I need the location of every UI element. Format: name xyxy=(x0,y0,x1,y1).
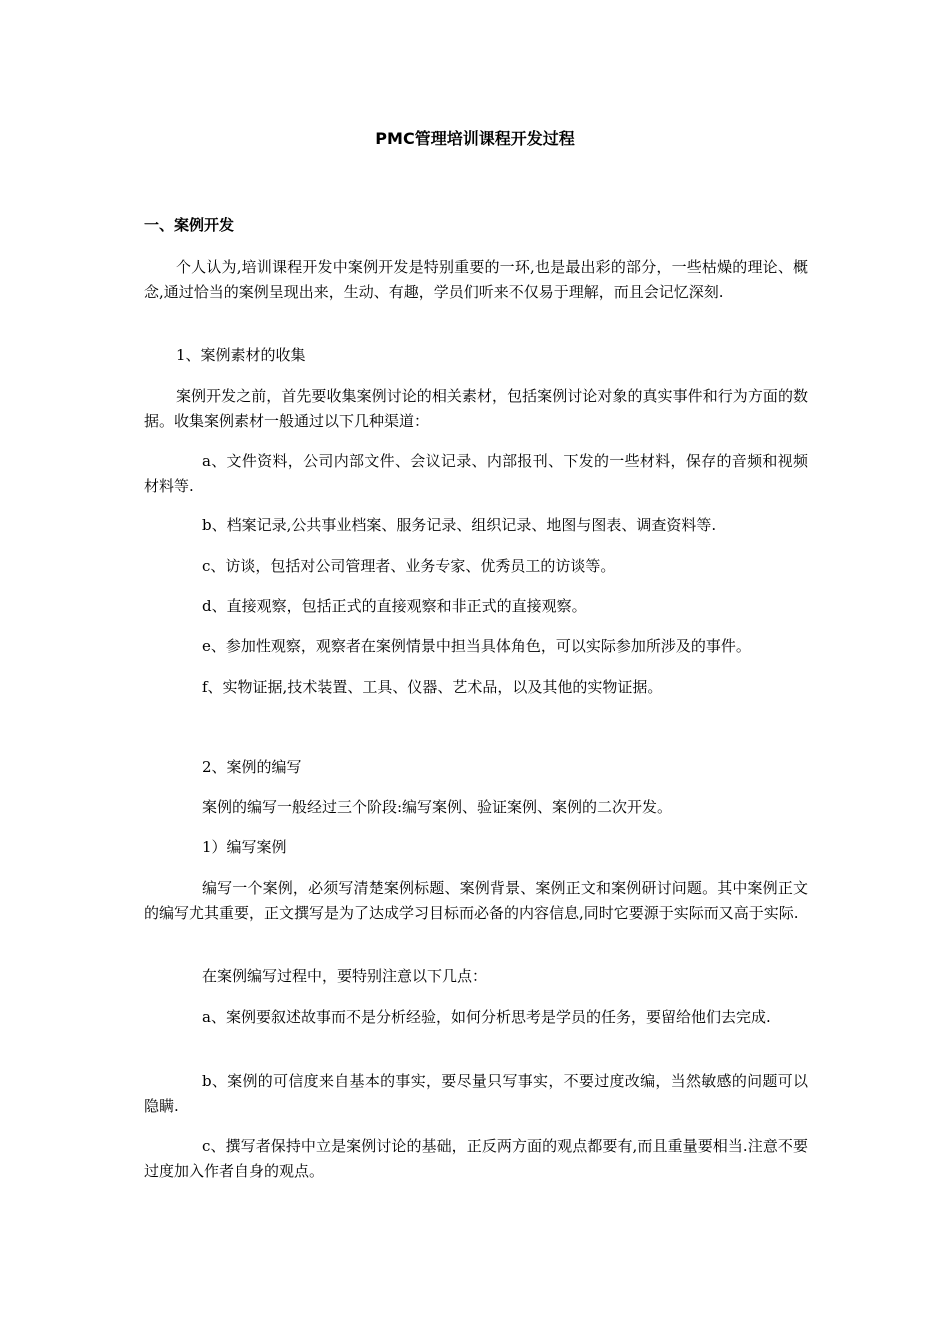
writing-note-neutrality: c、撰写者保持中立是案例讨论的基础，正反两方面的观点都要有,而且重量要相当.注意不要过度加入作者自身的观点。 xyxy=(144,1137,808,1180)
material-collection-intro: 案例开发之前，首先要收集案例讨论的相关素材，包括案例讨论对象的真实事件和行为方面的数据。收集案例素材一般通过以下几种渠道： xyxy=(144,387,808,430)
case-writing-intro: 案例的编写一般经过三个阶段:编写案例、验证案例、案例的二次开发。 xyxy=(202,798,673,816)
list-item-archives: b、档案记录,公共事业档案、服务记录、组织记录、地图与图表、调查资料等. xyxy=(202,516,717,534)
step-heading-write-case: 1）编写案例 xyxy=(202,838,287,856)
write-case-paragraph: 编写一个案例，必须写清楚案例标题、案例背景、案例正文和案例研讨问题。其中案例正文的编写尤其重要，正文撰写是为了达成学习目标而必备的内容信息,同时它要源于实际而又高于实际. xyxy=(144,879,808,922)
list-item-documents: a、文件资料，公司内部文件、会议记录、内部报刊、下发的一些材料，保存的音频和视频材料等. xyxy=(144,452,808,495)
writing-notes-intro: 在案例编写过程中，要特别注意以下几点： xyxy=(202,967,488,985)
document-title: PMC管理培训课程开发过程 xyxy=(375,129,575,148)
subsection-heading-case-writing: 2、案例的编写 xyxy=(202,758,302,776)
section-intro-paragraph: 个人认为,培训课程开发中案例开发是特别重要的一环,也是最出彩的部分，一些枯燥的理论、概念,通过恰当的案例呈现出来，生动、有趣，学员们听来不仅易于理解，而且会记忆深刻. xyxy=(144,258,808,301)
list-item-physical-evidence: f、实物证据,技术装置、工具、仪器、艺术品，以及其他的实物证据。 xyxy=(202,678,663,696)
section-heading-case-development: 一、案例开发 xyxy=(144,216,235,234)
writing-note-credibility: b、案例的可信度来自基本的事实，要尽量只写事实，不要过度改编，当然敏感的问题可以隐瞒. xyxy=(144,1072,808,1115)
list-item-direct-observation: d、直接观察，包括正式的直接观察和非正式的直接观察。 xyxy=(202,597,587,615)
writing-note-tell-story: a、案例要叙述故事而不是分析经验，如何分析思考是学员的任务，要留给他们去完成. xyxy=(202,1008,771,1026)
list-item-participant-observation: e、参加性观察，观察者在案例情景中担当具体角色，可以实际参加所涉及的事件。 xyxy=(202,637,751,655)
list-item-interviews: c、访谈，包括对公司管理者、业务专家、优秀员工的访谈等。 xyxy=(202,557,616,575)
subsection-heading-material-collection: 1、案例素材的收集 xyxy=(176,346,306,364)
